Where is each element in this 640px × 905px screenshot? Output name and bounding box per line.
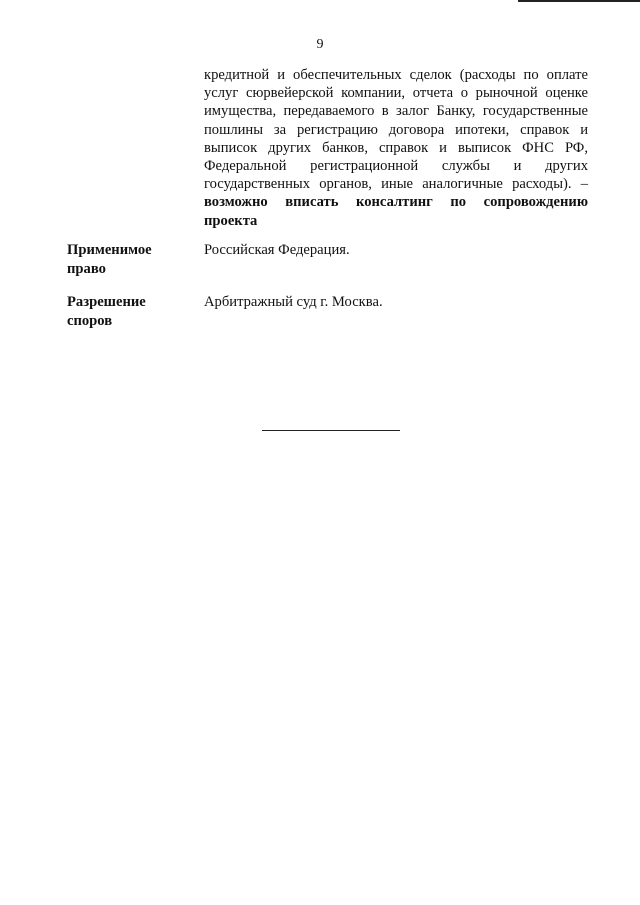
top-edge-rule	[518, 0, 640, 2]
dispute-resolution-value: Арбитражный суд г. Москва.	[204, 294, 383, 310]
paragraph-line: выписок других банков, справок и выписок ФНС РФ,	[204, 139, 588, 156]
bold-note-line: проекта	[204, 212, 258, 229]
continued-paragraph	[204, 66, 588, 230]
applicable-law-label	[67, 241, 187, 279]
paragraph-line: имущества, передаваемого в залог Банку, государственные	[204, 103, 588, 120]
paragraph-line: кредитной и обеспечительных сделок (расходы по оплате	[204, 67, 588, 83]
label-line: Применимое	[67, 242, 152, 258]
end-separator-line	[262, 430, 400, 431]
dispute-resolution-label	[67, 293, 187, 331]
label-line: Разрешение	[67, 294, 146, 310]
bold-note-line: возможно вписать консалтинг по сопровождению	[204, 194, 588, 211]
paragraph-line: Федеральной регистрационной службы и других	[204, 158, 588, 175]
applicable-law-value: Российская Федерация.	[204, 242, 350, 258]
label-line: споров	[67, 313, 113, 329]
page-number: 9	[316, 37, 324, 52]
paragraph-line: государственных органов, иные аналогичные расходы). –	[204, 176, 588, 193]
paragraph-line: пошлины за регистрацию договора ипотеки, справок и	[204, 121, 588, 138]
label-line: право	[67, 261, 106, 277]
paragraph-line: услуг сюрвейерской компании, отчета о рыночной оценке	[204, 85, 588, 102]
